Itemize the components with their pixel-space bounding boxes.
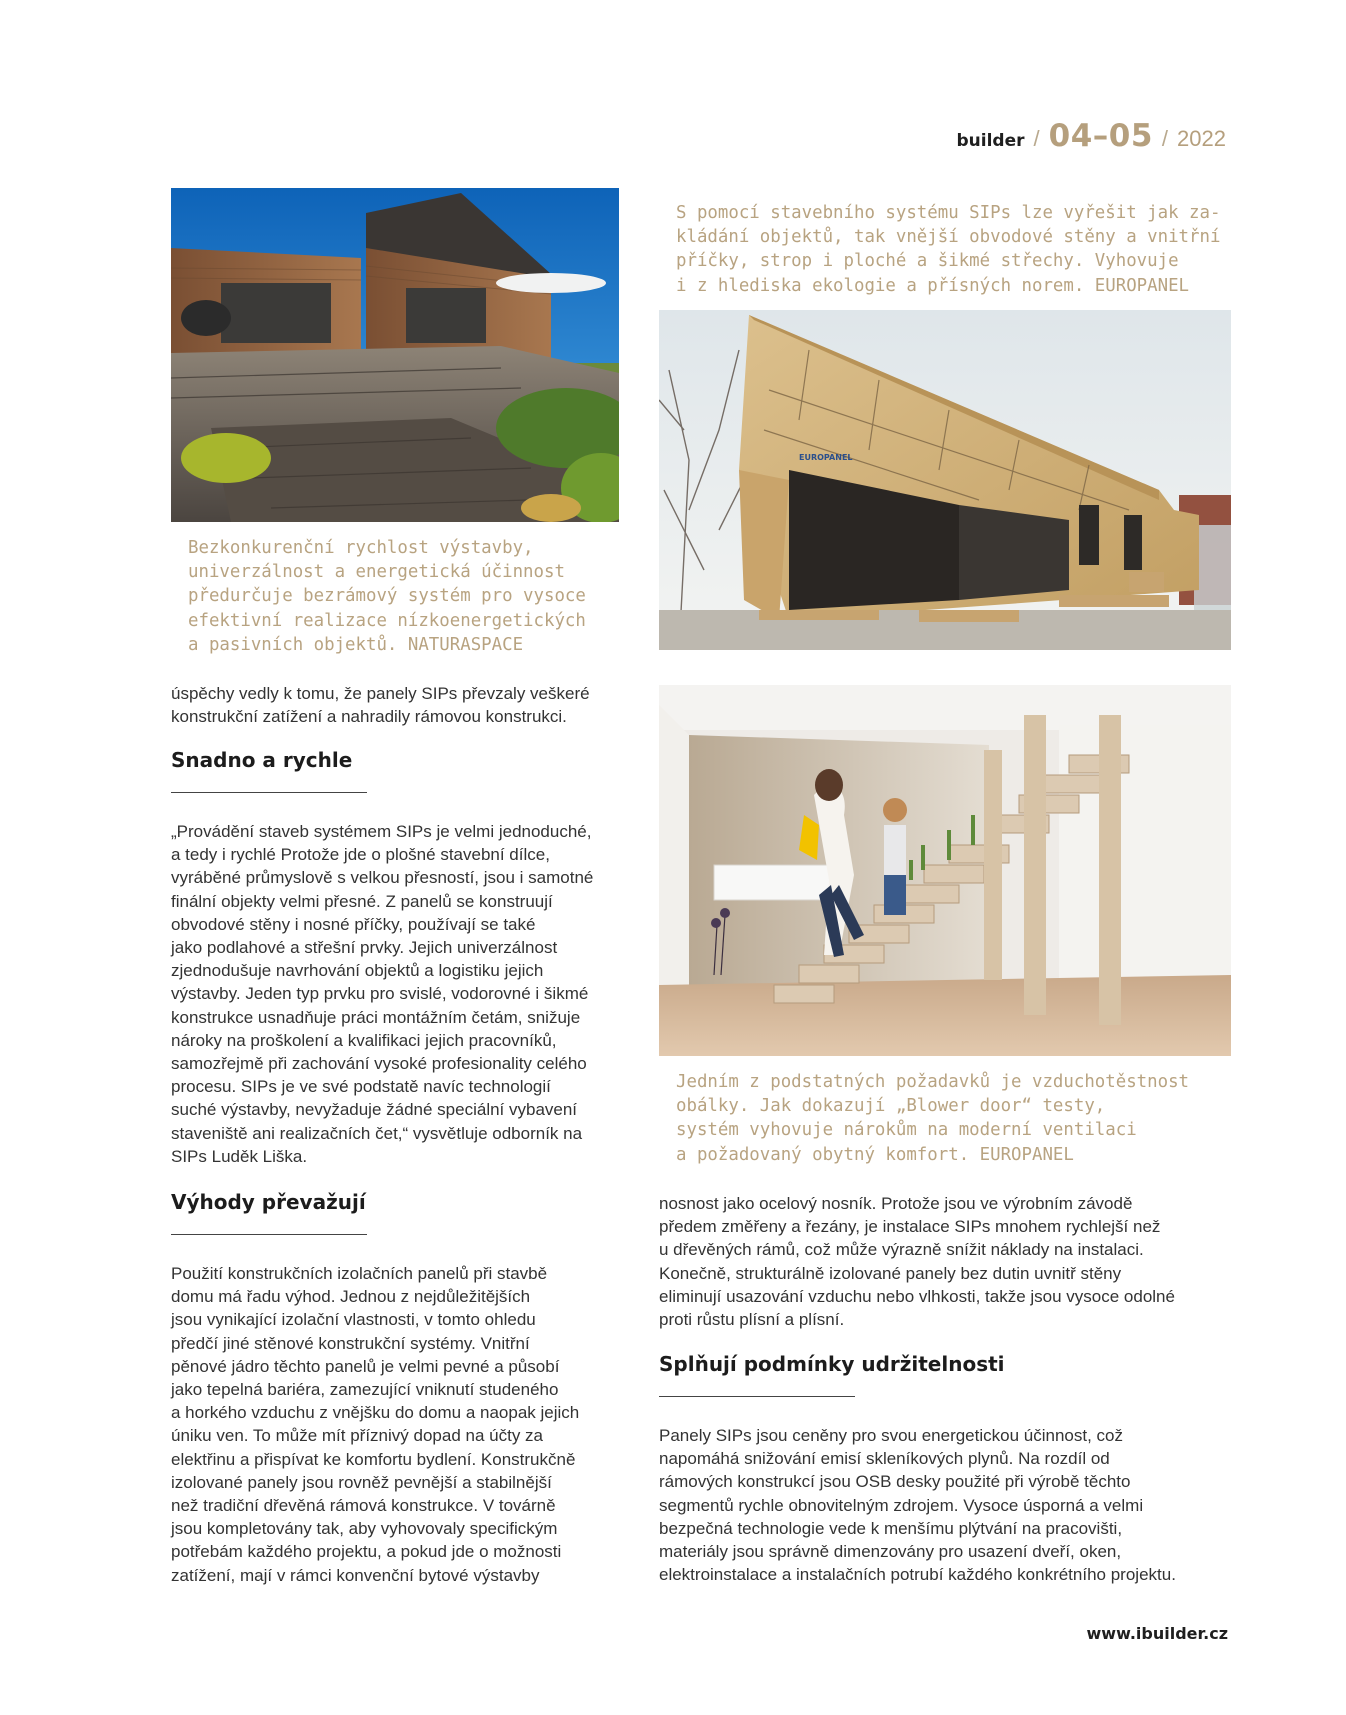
- text-line: potřebám každého projektu, a pokud jde o možnosti: [171, 1542, 562, 1562]
- text-line: jsou vynikající izolační vlastnosti, v tomto ohledu: [171, 1310, 536, 1330]
- caption-line: i z hlediska ekologie a přísných norem. EUROPANEL: [676, 275, 1190, 296]
- text-line: jako podlahové a střešní prvky. Jejich univerzálnost: [171, 938, 558, 958]
- text-line: SIPs Luděk Liška.: [171, 1146, 308, 1166]
- caption-line: Bezkonkurenční rychlost výstavby,: [188, 538, 534, 558]
- panel-brand-label: EUROPANEL: [799, 453, 853, 462]
- caption-line: univerzálnost a energetická účinnost: [188, 562, 565, 583]
- magazine-brand: builder: [956, 131, 1025, 151]
- text-line: konstrukční zatížení a nahradily rámovou konstrukci.: [171, 707, 567, 727]
- caption-line: a pasivních objektů. NATURASPACE: [188, 634, 524, 655]
- issue-year: 2022: [1177, 126, 1226, 151]
- text-line: jsou kompletovány tak, aby vyhovovaly specifickým: [171, 1519, 558, 1539]
- text-line: předčí jiné stěnové konstrukční systémy. Vnitřní: [171, 1333, 530, 1353]
- caption-line: obálky. Jak dokazují „Blower door“ testy,: [676, 1096, 1106, 1117]
- caption-line: Jedním z podstatných požadavků je vzduchotěstnost: [676, 1072, 1190, 1092]
- text-line: zatížení, mají v rámci konvenční bytové výstavby: [171, 1565, 540, 1585]
- text-line: napomáhá snižování emisí skleníkových plynů. Na rozdíl od: [659, 1449, 1110, 1469]
- header-separator: /: [1033, 126, 1040, 151]
- text-line: staveniště ani realizačních čet,“ vysvětluje odborník na: [171, 1123, 583, 1143]
- paragraph-snadno-a-rychle: [171, 820, 593, 1168]
- paragraph-continuation: [659, 1192, 1175, 1331]
- text-line: a tedy i rychlé Protože jde o plošné stavební dílce,: [171, 845, 550, 865]
- text-line: materiály jsou správně dimenzovány pro usazení dveří, oken,: [659, 1542, 1122, 1562]
- photo-sips-house-construction: [659, 310, 1231, 650]
- text-line: elektřinu a přispívat ke komfortu bydlení. Konstrukčně: [171, 1449, 576, 1469]
- text-line: Použití konstrukčních izolačních panelů při stavbě: [171, 1264, 548, 1283]
- text-line: bezpečná technologie vede k menšímu plýtvání na pracovišti,: [659, 1518, 1123, 1538]
- text-line: suché výstavby, nevyžaduje žádné speciální vybavení: [171, 1100, 578, 1120]
- caption-line: a požadovaný obytný komfort. EUROPANEL: [676, 1144, 1074, 1165]
- issue-number: 04–05: [1048, 118, 1153, 154]
- text-line: obvodové stěny i nosné příčky, používají se také: [171, 914, 536, 934]
- text-line: Panely SIPs jsou ceněny pro svou energetickou účinnost, což: [659, 1426, 1123, 1445]
- text-line: elektroinstalace a instalačních potrubí každého konkrétního projektu.: [659, 1565, 1176, 1585]
- text-line: jako tepelná bariéra, zamezující vniknutí studeného: [171, 1380, 559, 1400]
- section-heading-splnuji-podminky: Splňují podmínky udržitelnosti: [659, 1352, 1005, 1376]
- text-line: finální objekty velmi přesné. Z panelů se konstruují: [171, 891, 553, 911]
- section-heading-vyhody-prevazuji: Výhody převažují: [171, 1190, 366, 1214]
- text-line: Konečně, strukturálně izolované panely bez dutin uvnitř stěny: [659, 1263, 1122, 1283]
- caption-line: příčky, strop i ploché a šikmé střechy. Vyhovuje: [676, 251, 1179, 272]
- text-line: zjednodušuje navrhování objektů a logistiku jejich: [171, 961, 544, 981]
- text-line: segmentů rychle obnovitelným zdrojem. Vysoce úsporná a velmi: [659, 1495, 1144, 1515]
- header-separator: /: [1161, 126, 1169, 151]
- caption-europanel-top: [676, 201, 1220, 298]
- photo-interior-staircase: [659, 685, 1231, 1056]
- text-line: domu má řadu výhod. Jednou z nejdůležitějších: [171, 1287, 531, 1307]
- text-line: úspěchy vedly k tomu, že panely SIPs převzaly veškeré: [171, 684, 590, 703]
- caption-line: efektivní realizace nízkoenergetických: [188, 610, 586, 631]
- text-line: pěnové jádro těchto panelů je velmi pevné a působí: [171, 1356, 560, 1376]
- text-line: proti růstu plísní a plísní.: [659, 1310, 845, 1330]
- text-line: vyráběné průmyslově s velkou přesností, jsou i samotné: [171, 868, 594, 888]
- text-line: samozřejmě při zachování vysoké profesionality celého: [171, 1054, 587, 1074]
- intro-paragraph: [171, 682, 590, 728]
- paragraph-vyhody-prevazuji: [171, 1262, 579, 1587]
- caption-line: kládání objektů, tak vnější obvodové stěny a vnitřní: [676, 227, 1221, 248]
- text-line: u dřevěných rámů, což může výrazně snížit náklady na instalaci.: [659, 1240, 1144, 1260]
- heading-underline: [171, 792, 367, 793]
- text-line: předem změřeny a řezány, je instalace SIPs mnohem rychlejší než: [659, 1217, 1161, 1237]
- footer-website-url: www.ibuilder.cz: [1086, 1624, 1228, 1643]
- caption-line: S pomocí stavebního systému SIPs lze vyřešit jak za-: [676, 203, 1221, 223]
- text-line: a horkého vzduchu z vnějšku do domu a naopak jejich: [171, 1403, 580, 1423]
- text-line: „Provádění staveb systémem SIPs je velmi jednoduché,: [171, 822, 592, 841]
- heading-underline: [171, 1234, 367, 1235]
- photo-wooden-house-deck: [171, 188, 619, 522]
- caption-line: předurčuje bezrámový systém pro vysoce: [188, 586, 586, 607]
- caption-naturaspace: [188, 536, 586, 657]
- text-line: výstavby. Jeden typ prvku pro svislé, vodorovné i šikmé: [171, 984, 589, 1004]
- heading-underline: [659, 1396, 855, 1397]
- text-line: nároky na proškolení a kvalifikaci jejich pracovníků,: [171, 1030, 557, 1050]
- text-line: izolované panely jsou rovněž pevnější a stabilnější: [171, 1472, 552, 1492]
- text-line: nosnost jako ocelový nosník. Protože jsou ve výrobním závodě: [659, 1194, 1133, 1213]
- caption-europanel-bottom: [676, 1070, 1189, 1167]
- paragraph-udrzitelnost: [659, 1424, 1176, 1586]
- page-header: [957, 118, 1227, 158]
- text-line: konstrukce usnadňuje práci montážním četám, snižuje: [171, 1007, 581, 1027]
- caption-line: systém vyhovuje nárokům na moderní ventilaci: [676, 1120, 1137, 1141]
- text-line: úniku ven. To může mít příznivý dopad na účty za: [171, 1426, 543, 1446]
- text-line: rámových konstrukcí jsou OSB desky použité při výrobě těchto: [659, 1472, 1131, 1492]
- text-line: procesu. SIPs je ve své podstatě navíc technologií: [171, 1077, 551, 1097]
- text-line: než tradiční dřevěná rámová konstrukce. V továrně: [171, 1496, 556, 1516]
- text-line: eliminují usazování vzduchu nebo vlhkosti, takže jsou vysoce odolné: [659, 1286, 1175, 1306]
- section-heading-snadno-a-rychle: Snadno a rychle: [171, 748, 353, 772]
